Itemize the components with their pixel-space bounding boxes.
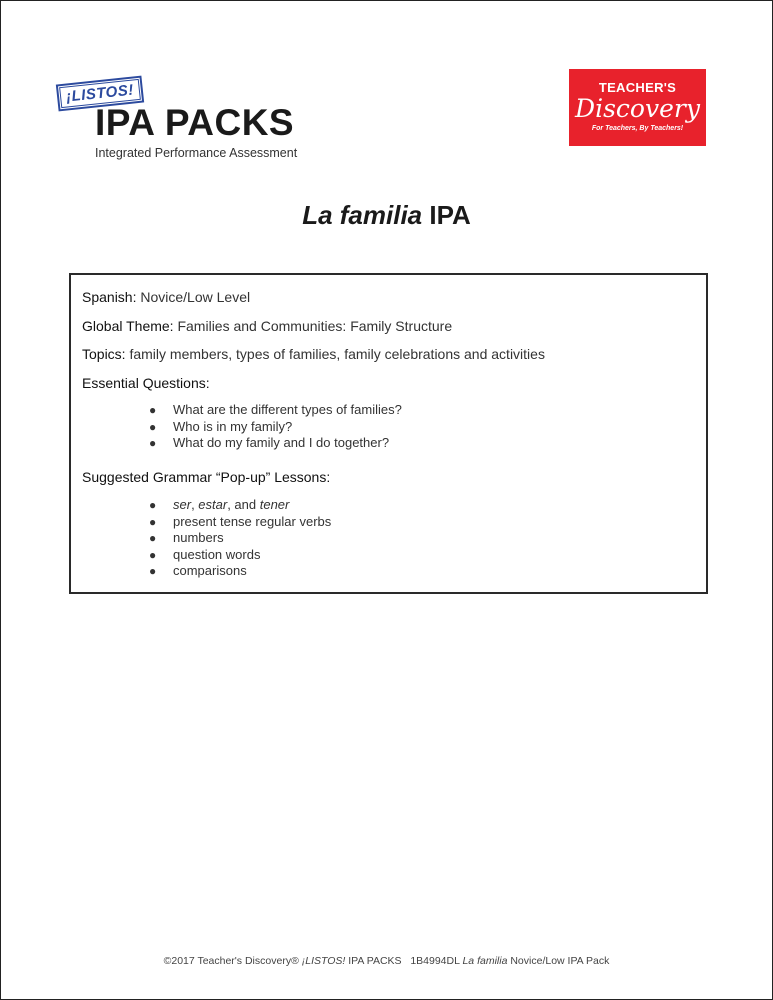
listos-ipa-packs-logo (57, 77, 317, 167)
questions-heading (82, 375, 210, 392)
list-item: ● What are the different types of families? (149, 402, 402, 417)
page-footer (1, 954, 772, 968)
list-item: ● What do my family and I do together? (149, 435, 390, 451)
spanish-label: Spanish: (82, 289, 137, 305)
topics-row (82, 346, 545, 363)
title-italic: La familia (302, 200, 423, 230)
bullet-icon: ● (149, 564, 157, 579)
product-subtitle: Integrated Performance Assessment (95, 146, 298, 160)
questions-label: Essential Questions: (82, 375, 210, 391)
spanish-value: Novice/Low Level (140, 289, 251, 305)
teachers-discovery-logo (569, 69, 706, 146)
bullet-icon: ● (149, 547, 157, 562)
theme-label: Global Theme: (82, 318, 174, 334)
theme-row (82, 318, 452, 335)
theme-value: Families and Communities: Family Structure (177, 318, 453, 334)
list-item: ● ser, estar, and tener (149, 497, 290, 512)
list-item: ● numbers (149, 530, 224, 546)
list-item: ● comparisons (149, 563, 247, 579)
list-item: ● present tense regular verbs (149, 513, 332, 529)
bullet-icon: ● (149, 531, 157, 546)
bullet-icon: ● (149, 514, 157, 529)
questions-list (149, 402, 402, 452)
topics-label: Topics: (82, 346, 126, 362)
title-rest: IPA (429, 200, 471, 230)
listos-stamp-text: ¡LISTOS! (59, 79, 141, 108)
bullet-icon: ● (149, 419, 157, 434)
page-title (1, 199, 772, 231)
grammar-label: Suggested Grammar “Pop-up” Lessons: (82, 469, 331, 485)
logo-tagline: For Teachers, By Teachers! (591, 125, 684, 132)
list-item: ● Who is in my family? (149, 418, 293, 434)
logo-top-text: TEACHER'S (598, 80, 677, 95)
bullet-icon: ● (149, 498, 157, 512)
info-box (69, 273, 708, 594)
bullet-icon: ● (149, 436, 157, 451)
footer-code: 1B4994DL (410, 955, 460, 967)
list-item: ● question words (149, 546, 261, 562)
footer-ipa-packs: IPA PACKS (348, 955, 402, 967)
spanish-row (82, 289, 250, 306)
footer-copyright: ©2017 Teacher's Discovery® (163, 955, 299, 967)
grammar-list (149, 497, 331, 580)
footer-listos: ¡LISTOS! (301, 955, 346, 967)
footer-familia: La familia (462, 955, 508, 967)
footer-pack: Novice/Low IPA Pack (510, 955, 610, 967)
logo-middle-text: Discovery (575, 94, 700, 123)
grammar-heading (82, 469, 330, 486)
bullet-icon: ● (149, 403, 157, 417)
product-title: IPA PACKS (95, 102, 295, 143)
topics-value: family members, types of families, family celebrations and activities (129, 346, 545, 362)
